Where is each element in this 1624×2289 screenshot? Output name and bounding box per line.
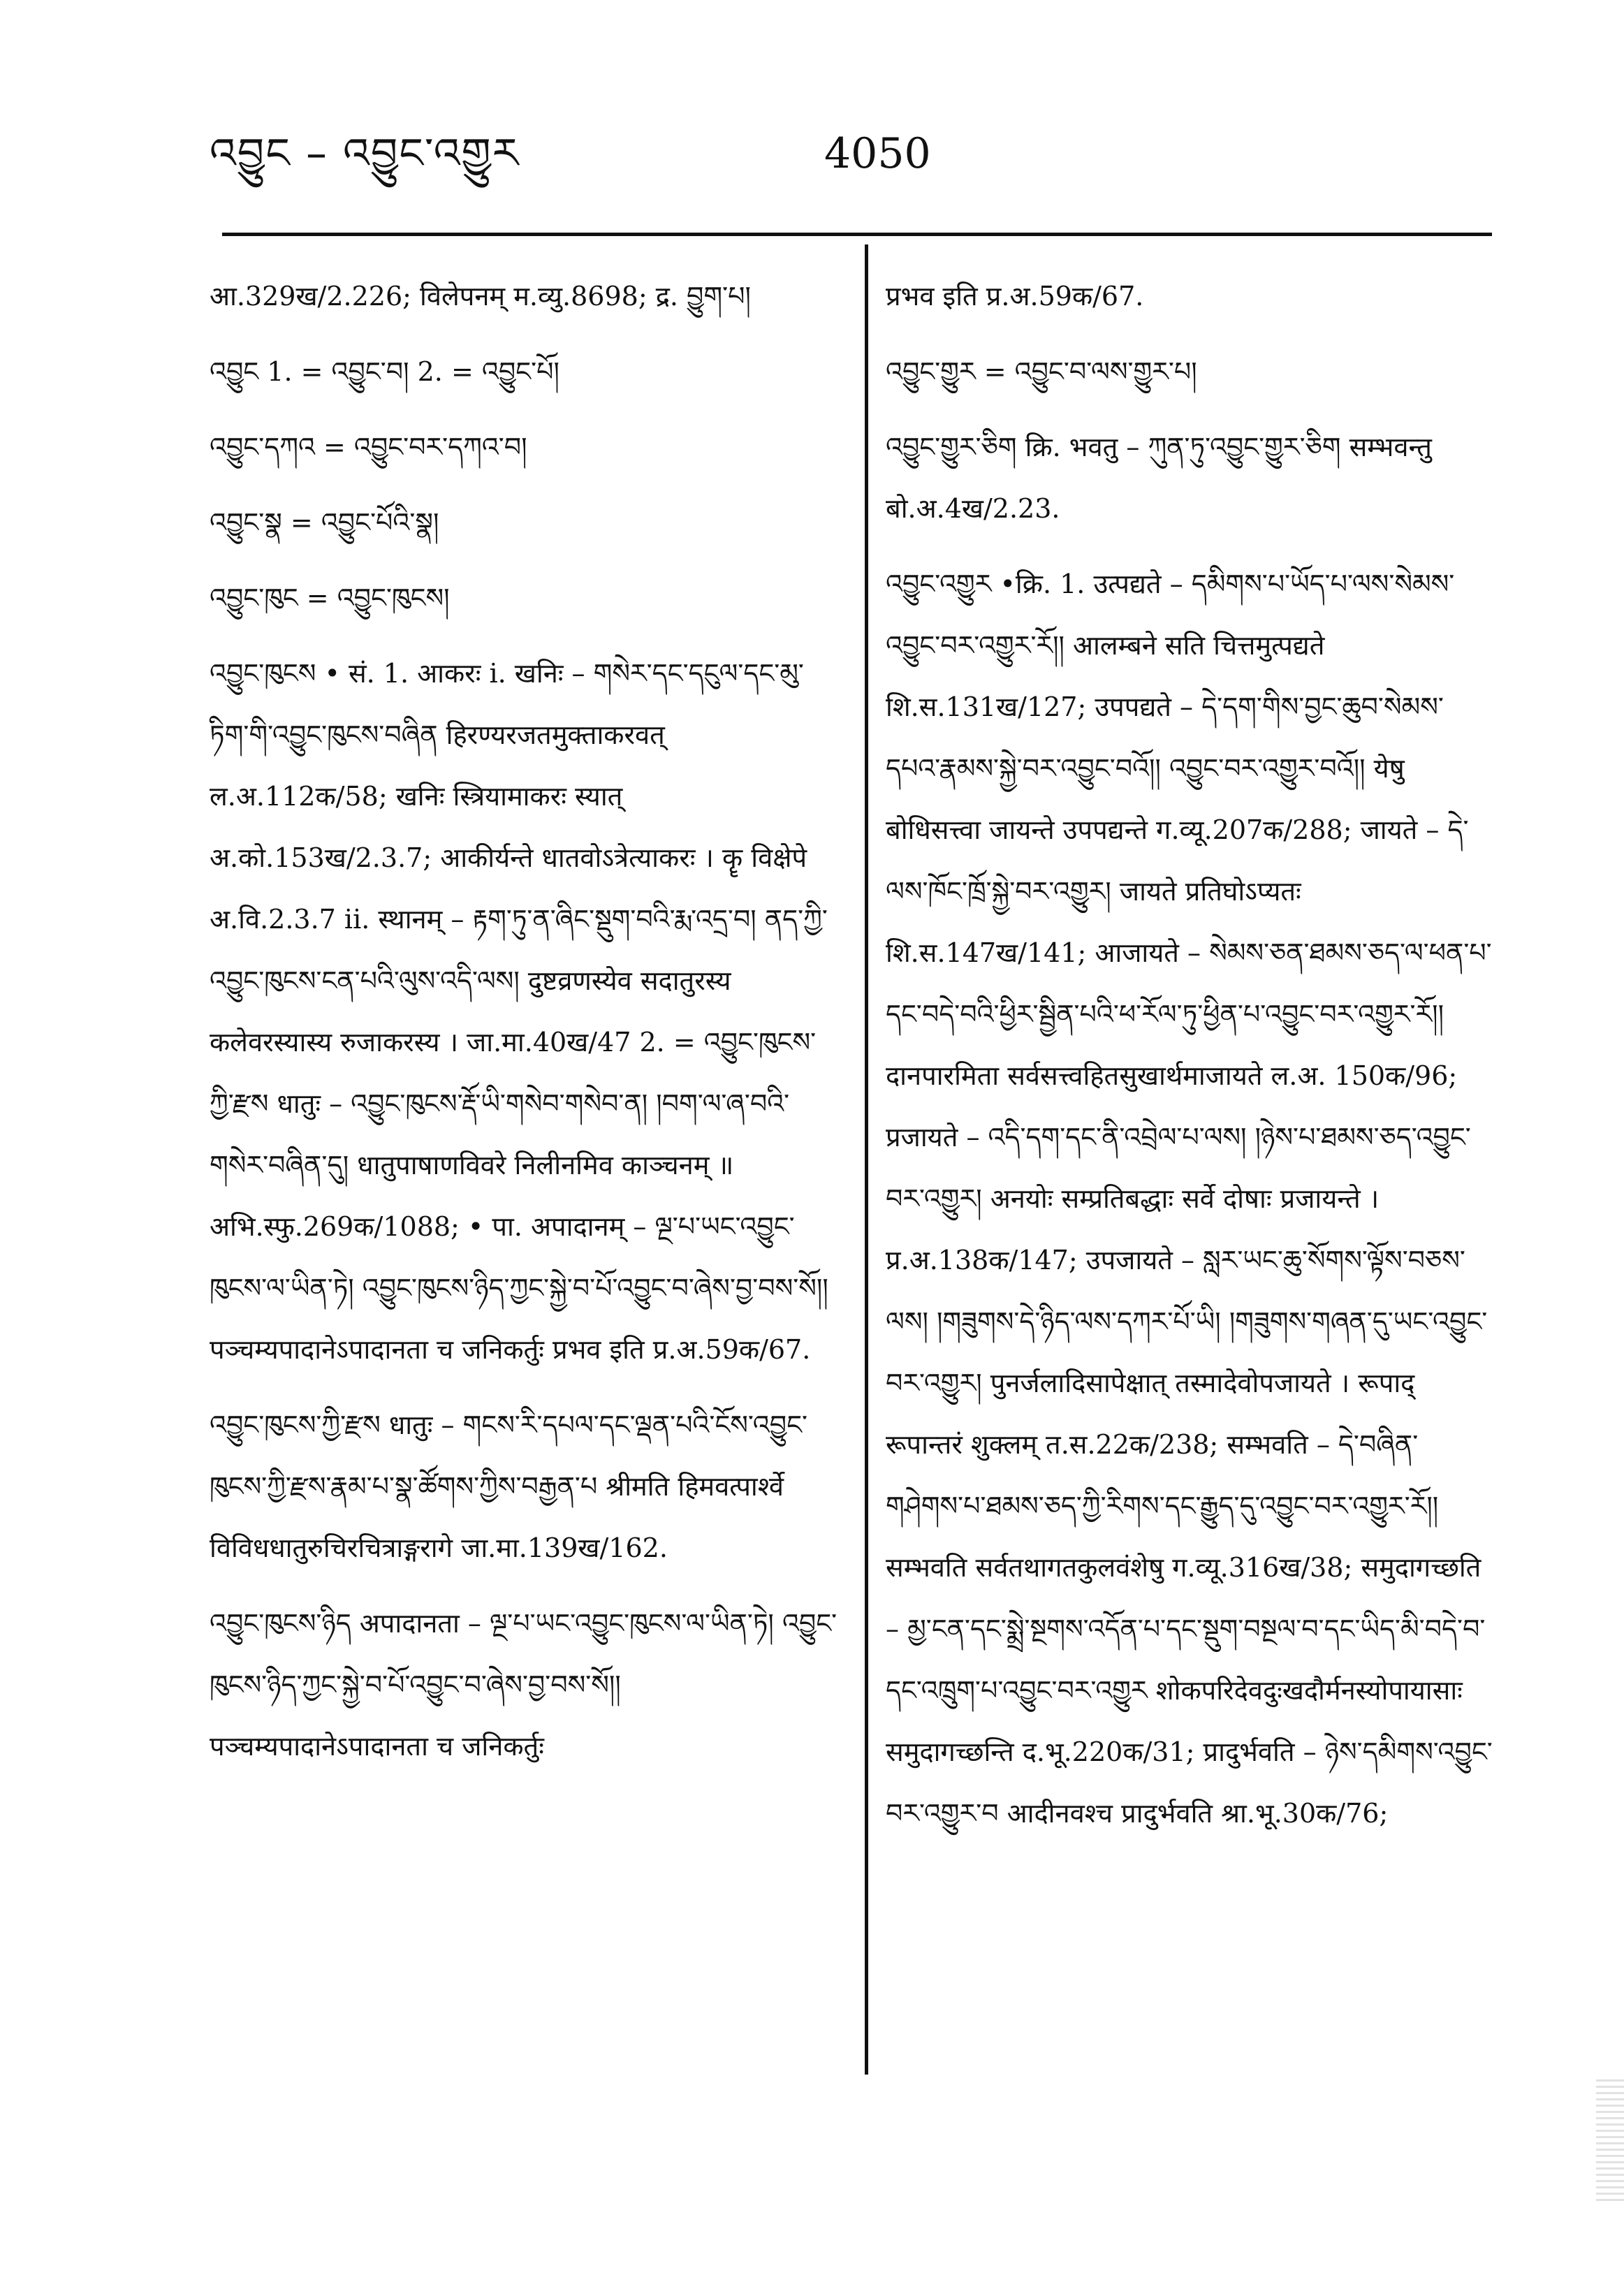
right-column [886, 265, 1495, 1858]
scan-edge-mark [1596, 2079, 1624, 2205]
entry-byung-dkah: འབྱུང་དཀའ = འབྱུང་བར་དཀའ་བ། [210, 432, 527, 462]
entry-byung-gyur: འབྱུང་གྱུར = འབྱུང་བ་ལས་གྱུར་པ། [886, 356, 1197, 387]
entry-byung-khungs-kyi-rdzas: འབྱུང་ཁུངས་ཀྱི་རྫས धातुः – གངས་རི་དཔལ་དང་ལྡན་པའི་ངོས་འབྱུང་ཁུངས་ཀྱི་རྫས་རྣམ་པ་སྣ་ཚོགས་ཀྱིས་བརྒྱན་པ श्रीमति हिमवत्पार्श्वे विविधधातुरुचिरचित्राङ्गरागे जा.मा.139ख/162. [210, 1410, 807, 1563]
entry-byung-hgyur: འབྱུང་འགྱུར •क्रि. 1. उत्पद्यते – དམིགས་པ་ཡོད་པ་ལས་སེམས་འབྱུང་བར་འགྱུར་རོ།། आलम्बने सति चित्तमुत्पद्यते शि.स.131ख/127; उपपद्यते – དེ་དག་གིས་བྱང་ཆུབ་སེམས་དཔའ་རྣམས་སྐྱེ་བར་འབྱུང་བའོ།། འབྱུང་བར་འགྱུར་བའོ།། येषु बोधिसत्त्वा जायन्ते उपपद्यन्ते ग.व्यू.207क/288; जायते – དེ་ལས་ཁོང་ཁྲོ་སྐྱེ་བར་འགྱུར། जायते प्रतिघोऽप्यतः शि.स.147ख/141; आजायते – སེམས་ཅན་ཐམས་ཅད་ལ་ཕན་པ་དང་བདེ་བའི་ཕྱིར་སྦྱིན་པའི་ཕ་རོལ་ཏུ་ཕྱིན་པ་འབྱུང་བར་འགྱུར་རོ།། दानपारमिता सर्वसत्त्वहितसुखार्थमाजायते ल.अ. 150क/96; प्रजायते – འདི་དག་དང་ནི་འབྲེལ་པ་ལས། །ཉེས་པ་ཐམས་ཅད་འབྱུང་བར་འགྱུར། अनयोः सम्प्रतिबद्धाः सर्वे दोषाः प्रजायन्ते । प्र.अ.138क/147; उपजायते – སླར་ཡང་ཆུ་སོགས་ལྟོས་བཅས་ལས། །གཟུགས་དེ་ཉིད་ལས་དཀར་པོ་ཡི། །གཟུགས་གཞན་དུ་ཡང་འབྱུང་བར་འགྱུར། पुनर्जलादिसापेक्षात् तस्मादेवोपजायते । रूपाद् रूपान्तरं शुक्लम् त.स.22क/238; सम्भवति – དེ་བཞིན་གཤེགས་པ་ཐམས་ཅད་ཀྱི་རིགས་དང་རྒྱུད་དུ་འབྱུང་བར་འགྱུར་རོ།། सम्भवति सर्वतथागतकुलवंशेषु ग.व्यू.316ख/38; समुदागच्छति – མྱ་ངན་དང་སྨྲེ་སྔགས་འདོན་པ་དང་སྡུག་བསྔལ་བ་དང་ཡིད་མི་བདེ་བ་དང་འཁྲུག་པ་འབྱུང་བར་འགྱུར शोकपरिदेवदुःखदौर्मनस्योपायासाः समुदागच्छन्ति द.भू.220क/31; प्रादुर्भवति – ཉེས་དམིགས་འབྱུང་བར་འགྱུར་བ आदीनवश्च प्रादुर्भवति श्रा.भू.30क/76; [886, 569, 1493, 1829]
entry-byung-khungs-nyid: འབྱུང་ཁུངས་ཉིད अपादानता – ལྔ་པ་ཡང་འབྱུང་ཁུངས་ལ་ཡིན་ཏེ། འབྱུང་ཁུངས་ཉིད་ཀྱང་སྐྱེ་བ་པོ་འབྱུང་བ་ཞེས་བྱ་བས་སོ།། पञ्चम्यपादानेऽपादानता च जनिकर्तुः [210, 1608, 837, 1762]
entry-continuation-right: प्रभव इति प्र.अ.59क/67. [886, 281, 1144, 312]
header-rule [222, 233, 1492, 236]
entry-byung-khungs: འབྱུང་ཁུངས • सं. 1. आकरः i. खनिः – གསེར་དང་དངུལ་དང་མུ་ཏིག་གི་འབྱུང་ཁུངས་བཞིན हिरण्यरजतमुक्ताकरवत् ल.अ.112क/58; खनिः स्त्रियामाकरः स्यात् अ.को.153ख/2.3.7; आकीर्यन्ते धातवोऽत्रेत्याकरः । कॄ विक्षेपे अ.वि.2.3.7 ii. स्थानम् – རྟག་ཏུ་ན་ཞིང་སྡུག་བའི་རྨ་འདྲ་བ། ནད་ཀྱི་འབྱུང་ཁུངས་ངན་པའི་ལུས་འདི་ལས། दुष्टव्रणस्येव सदातुरस्य कलेवरस्यास्य रुजाकरस्य । जा.मा.40ख/47 2. = འབྱུང་ཁུངས་ཀྱི་རྫས धातुः – འབྱུང་ཁུངས་རྡོ་ཡི་གསེབ་གསེབ་ན། །བག་ལ་ཞ་བའི་གསེར་བཞིན་དུ། धातुपाषाणविवरे निलीनमिव काञ्चनम् ॥ अभि.स्फु.269क/1088; • पा. अपादानम् – ལྔ་པ་ཡང་འབྱུང་ཁུངས་ལ་ཡིན་ཏེ། འབྱུང་ཁུངས་ཉིད་ཀྱང་སྐྱེ་བ་པོ་འབྱུང་བ་ཞེས་བྱ་བས་སོ།། पञ्चम्यपादानेऽपादानता च जनिकर्तुः प्रभव इति प्र.अ.59क/67. [210, 658, 828, 1365]
page-number: 4050 [824, 129, 931, 178]
entry-byung-sna: འབྱུང་སྣ = འབྱུང་པོའི་སྣ། [210, 507, 439, 538]
column-divider [865, 244, 868, 2075]
entry-byung-gyur-cig: འབྱུང་གྱུར་ཅིག क्रि. भवतु – ཀུན་ཏུ་འབྱུང་གྱུར་ཅིག सम्भवन्तु बो.अ.4ख/2.23. [886, 432, 1432, 524]
running-head: འབྱུང – འབྱུང་འགྱུར [210, 129, 520, 178]
entry-byung-khung: འབྱུང་ཁུང = འབྱུང་ཁུངས། [210, 583, 450, 613]
entry-byung: འབྱུང 1. = འབྱུང་བ། 2. = འབྱུང་པོ། [210, 356, 559, 387]
entry-continuation: आ.329ख/2.226; विलेपनम् म.व्यु.8698; द्र. བྱུག་པ། [210, 281, 751, 312]
left-column [210, 265, 838, 1791]
